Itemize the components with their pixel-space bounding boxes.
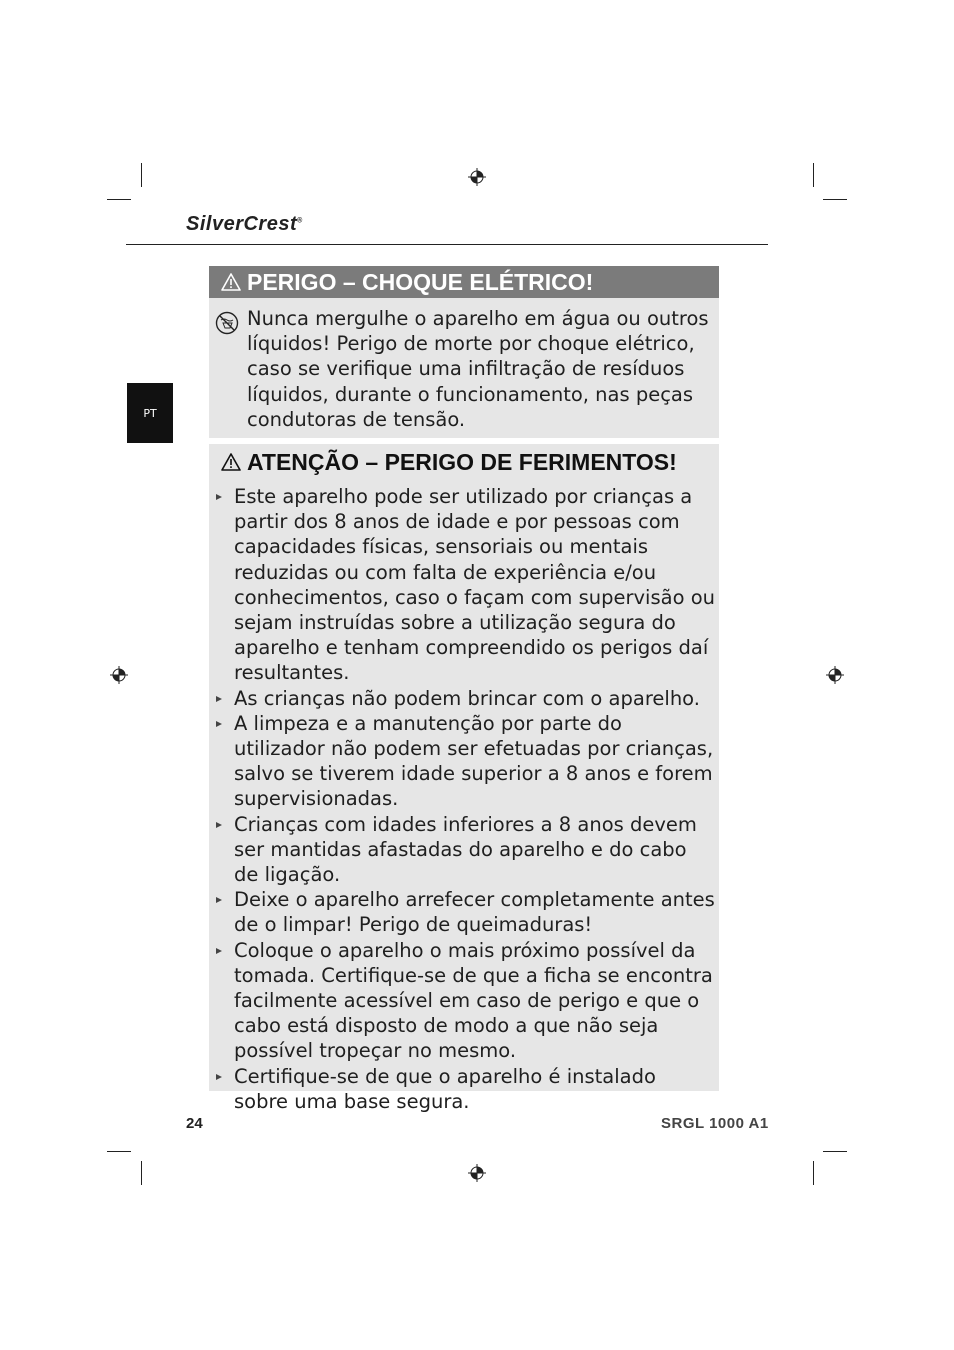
crop-mark [107,199,131,200]
bullet-arrow-icon [216,897,222,903]
list-item: Este aparelho pode ser utilizado por crianças a partir dos 8 anos de idade e por pessoas com capacidades físicas, sensoriais ou mentais reduzidas ou com falta de experiência e/ou conhecimentos, caso o façam com supervisão ou sejam instruídas sobre a utilização segura do aparelho e tenham compreendido os perigos daí resultantes. [209,484,719,686]
list-item: Certifique-se de que o aparelho é instalado sobre uma base segura. [209,1064,719,1114]
crop-mark [813,1161,814,1185]
danger-title: PERIGO – CHOQUE ELÉTRICO! [247,268,594,295]
bullet-arrow-icon [216,494,222,500]
no-water-icon [215,311,239,335]
danger-header [209,266,719,298]
bullet-arrow-icon [216,696,222,702]
list-item: A limpeza e a manutenção por parte do utilizador não podem ser efetuadas por crianças, salvo se tiverem idade superior a 8 anos e forem supervisionadas. [209,711,719,812]
bullet-arrow-icon [216,721,222,727]
crop-mark [141,163,142,187]
attention-header [209,444,719,480]
crop-mark [823,199,847,200]
bullet-arrow-icon [216,1074,222,1080]
list-item: Coloque o aparelho o mais próximo possível da tomada. Certifique-se de que a ficha se encontra facilmente acessível em caso de perigo e que o cabo está disposto de modo a que não seja possível tropeçar no mesmo. [209,938,719,1064]
language-tab [127,383,173,443]
danger-box [209,266,719,438]
bullet-arrow-icon [216,822,222,828]
registration-mark-icon [468,168,486,186]
model-number: SRGL 1000 A1 [661,1115,769,1132]
list-item: As crianças não podem brincar com o aparelho. [209,686,719,711]
warning-triangle-icon [221,452,241,472]
crop-mark [107,1151,131,1152]
safety-list [209,484,719,1114]
header-rule [126,244,768,245]
list-item: Deixe o aparelho arrefecer completamente antes de o limpar! Perigo de queimaduras! [209,887,719,937]
language-tab-label: PT [143,406,157,420]
brand-logo: SilverCrest® [186,213,303,235]
attention-box [209,444,719,1113]
attention-title: ATENÇÃO – PERIGO DE FERIMENTOS! [247,448,677,475]
warning-triangle-icon [221,272,241,292]
crop-mark [823,1151,847,1152]
registration-mark-icon [468,1164,486,1182]
crop-mark [141,1161,142,1185]
page-number: 24 [186,1115,203,1132]
danger-text: Nunca mergulhe o aparelho em água ou outros líquidos! Perigo de morte por choque elétrico, caso se verifique uma infiltração de resíduos líquidos, durante o funcionamento, nas peças condutoras de tensão. [247,307,709,431]
bullet-arrow-icon [216,948,222,954]
list-item: Crianças com idades inferiores a 8 anos devem ser mantidas afastadas do aparelho e do cabo de ligação. [209,812,719,888]
registration-mark-icon [826,666,844,684]
registration-mark-icon [110,666,128,684]
crop-mark [813,163,814,187]
